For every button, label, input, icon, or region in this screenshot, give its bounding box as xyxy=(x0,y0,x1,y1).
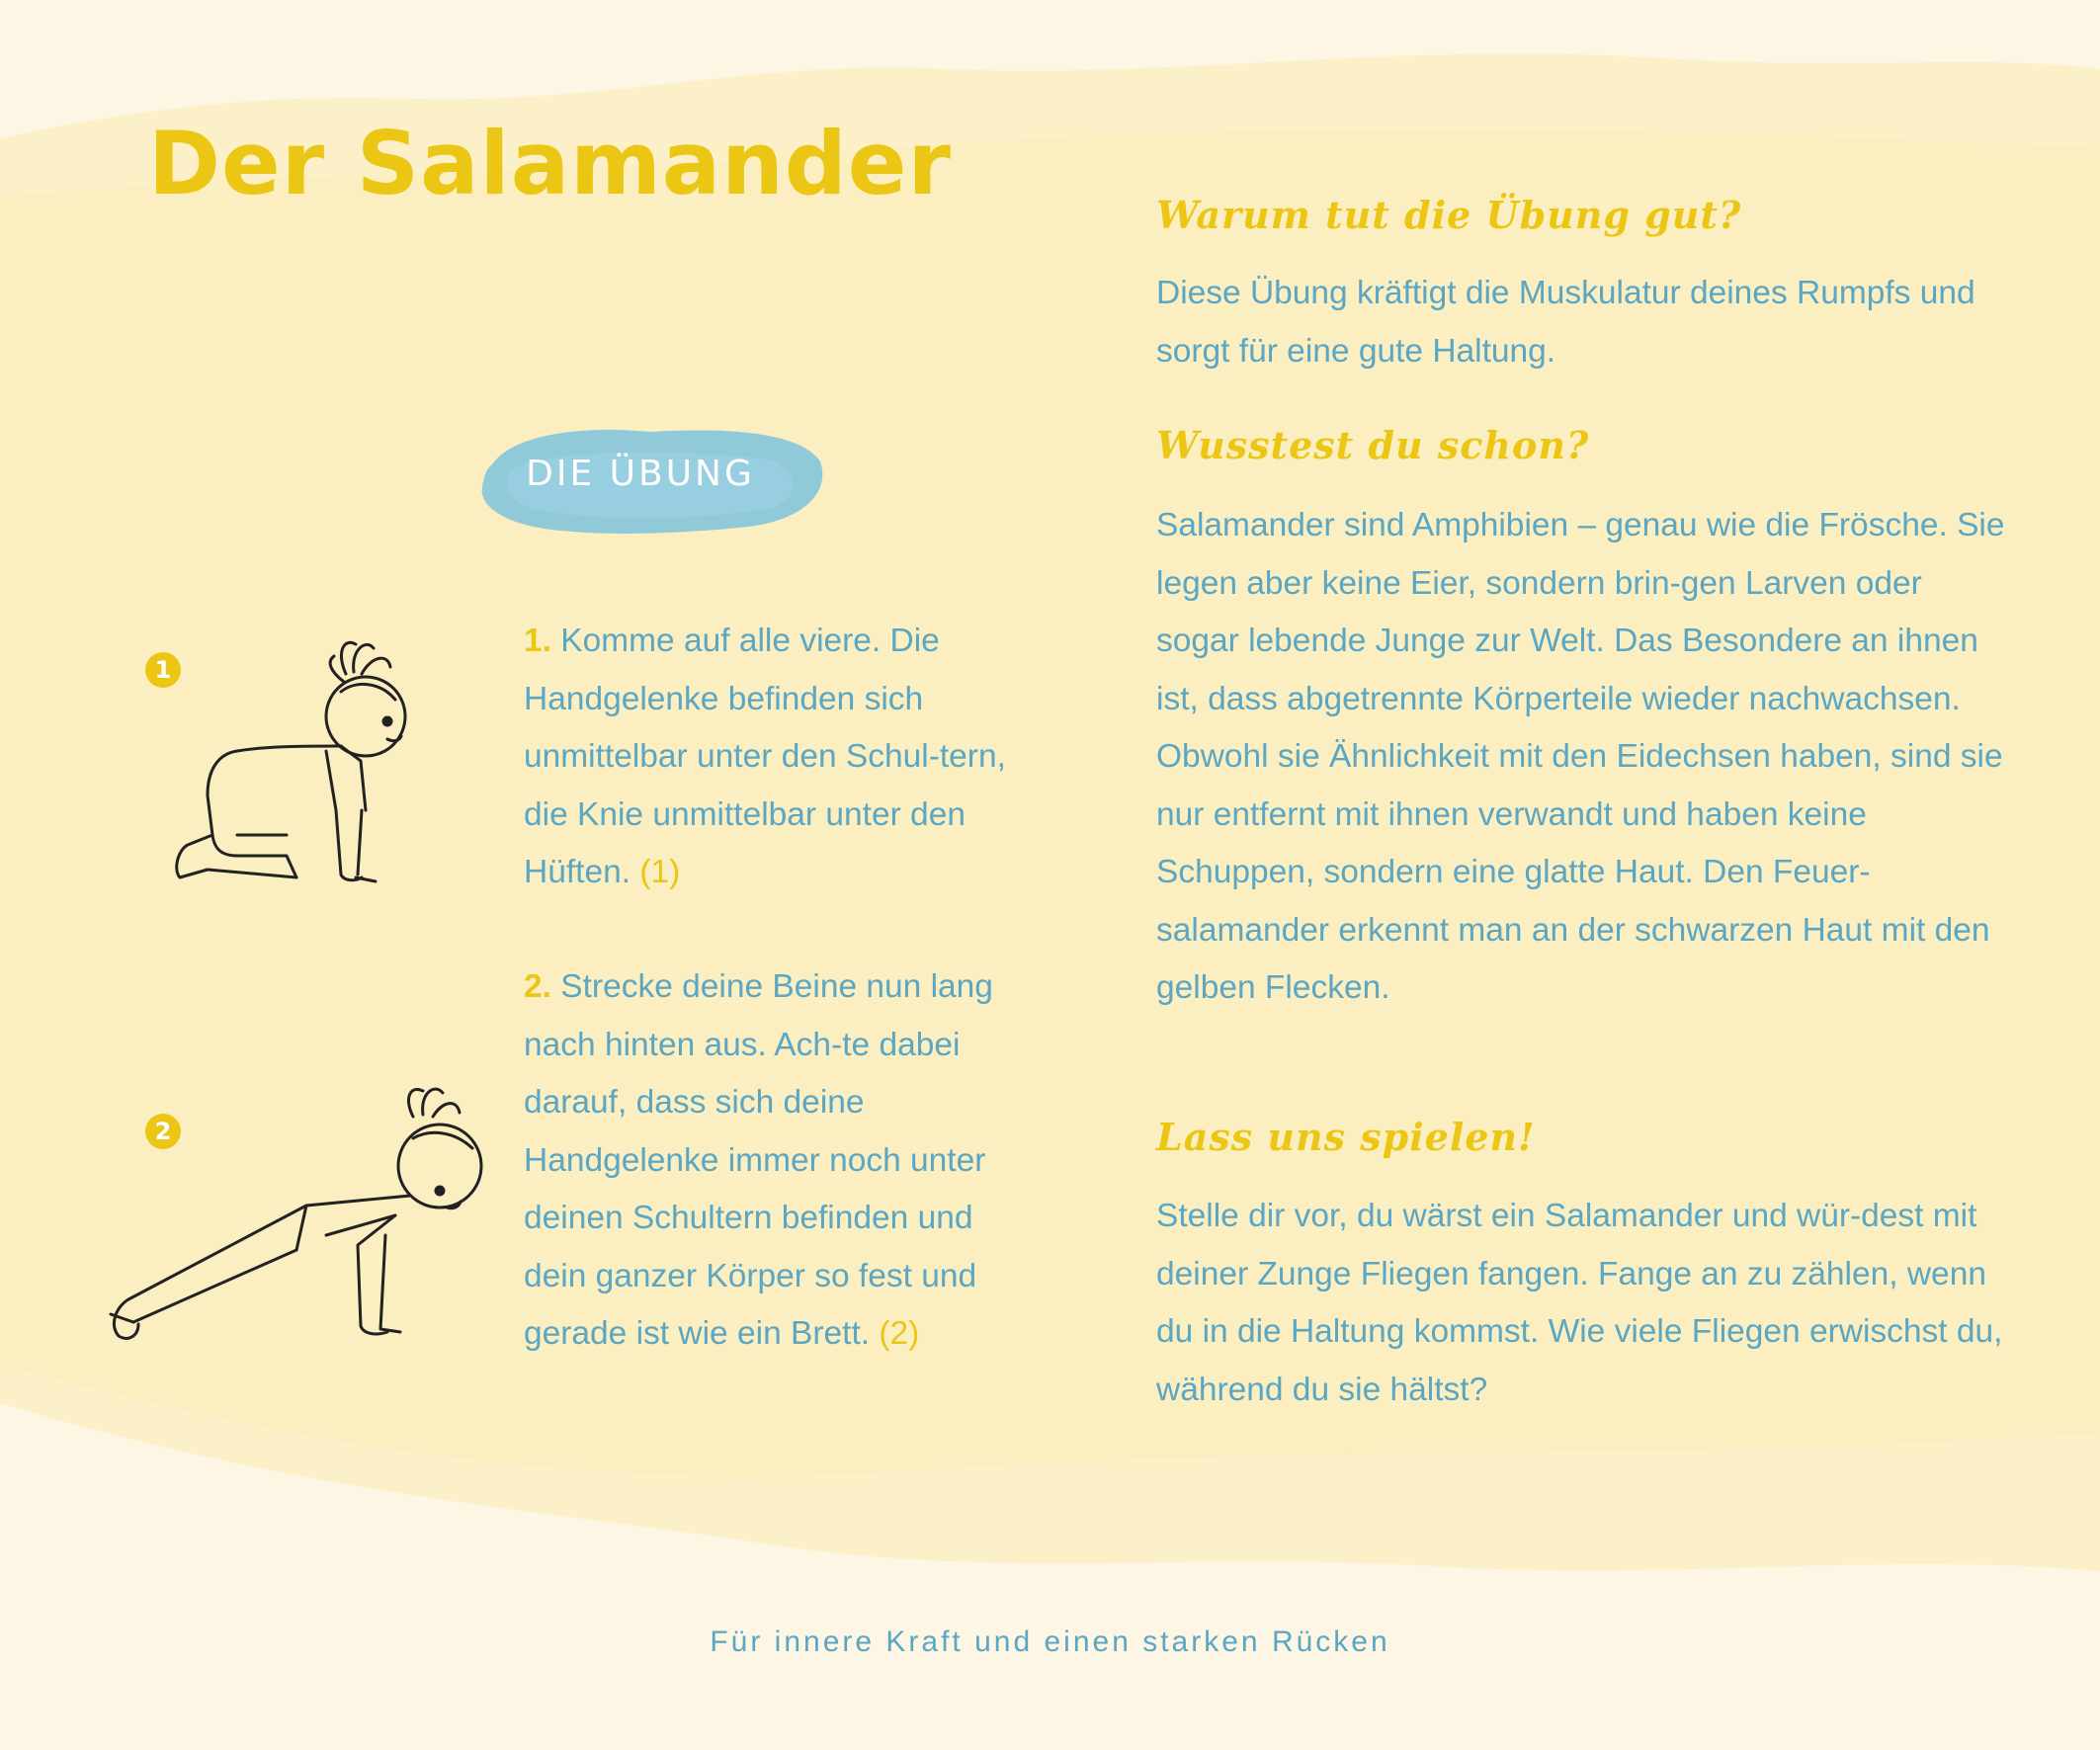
step-1-number: 1. xyxy=(524,623,551,659)
step-1-text xyxy=(524,613,1018,902)
step-2-marker: 2 xyxy=(145,1114,181,1149)
step-2-number: 2. xyxy=(524,968,551,1005)
heading-why-good: Warum tut die Übung gut? xyxy=(1156,193,1742,237)
paragraph-did-you-know: Salamander sind Amphibien – genau wie die Frösche. Sie legen aber keine Eier, sondern brin-gen Larven oder sogar lebende Junge zur Welt. Das Besondere an ihnen ist, dass abgetrennte Körperteile wieder nachwachsen. Obwohl sie Ähnlichkeit mit den Eidechsen haben, sind sie nur entfernt mit ihnen verwandt und haben keine Schuppen, sondern eine glatte Haut. Den Feuer-salamander erkennt man an der schwarzen Haut mit den gelben Flecken. xyxy=(1156,507,2005,1006)
heading-did-you-know: Wusstest du schon? xyxy=(1156,423,1590,467)
step-1-marker: 1 xyxy=(145,652,181,688)
exercise-badge-label: DIE ÜBUNG xyxy=(526,454,755,494)
step-2-reference: (2) xyxy=(879,1315,920,1352)
page-footer: Für innere Kraft und einen starken Rücken xyxy=(710,1625,1390,1658)
paragraph-lets-play: Stelle dir vor, du wärst ein Salamander und wür-dest mit deiner Zunge Fliegen fangen. Fange an zu zählen, wenn du in die Haltung kommst. Wie viele Fliegen erwischst du, während du sie hältst? xyxy=(1156,1198,2003,1408)
step-2-text xyxy=(524,958,1018,1364)
heading-lets-play: Lass uns spielen! xyxy=(1156,1115,1536,1159)
step-1-instruction: Komme auf alle viere. Die Handgelenke befinden sich unmittelbar unter den Schul-tern, die Knie unmittelbar unter den Hüften. xyxy=(524,623,1006,890)
step-1-reference: (1) xyxy=(639,854,681,890)
child-all-fours-illustration xyxy=(168,623,474,899)
step-2-instruction: Strecke deine Beine nun lang nach hinten aus. Ach-te dabei darauf, dass sich deine Handgelenke immer noch unter deinen Schultern befinden und dein ganzer Körper so fest und gerade ist wie ein Brett. xyxy=(524,968,993,1352)
child-plank-illustration xyxy=(99,1077,494,1354)
paragraph-why-good: Diese Übung kräftigt die Muskulatur deines Rumpfs und sorgt für eine gute Haltung. xyxy=(1156,275,1975,370)
page-title: Der Salamander xyxy=(148,113,952,214)
